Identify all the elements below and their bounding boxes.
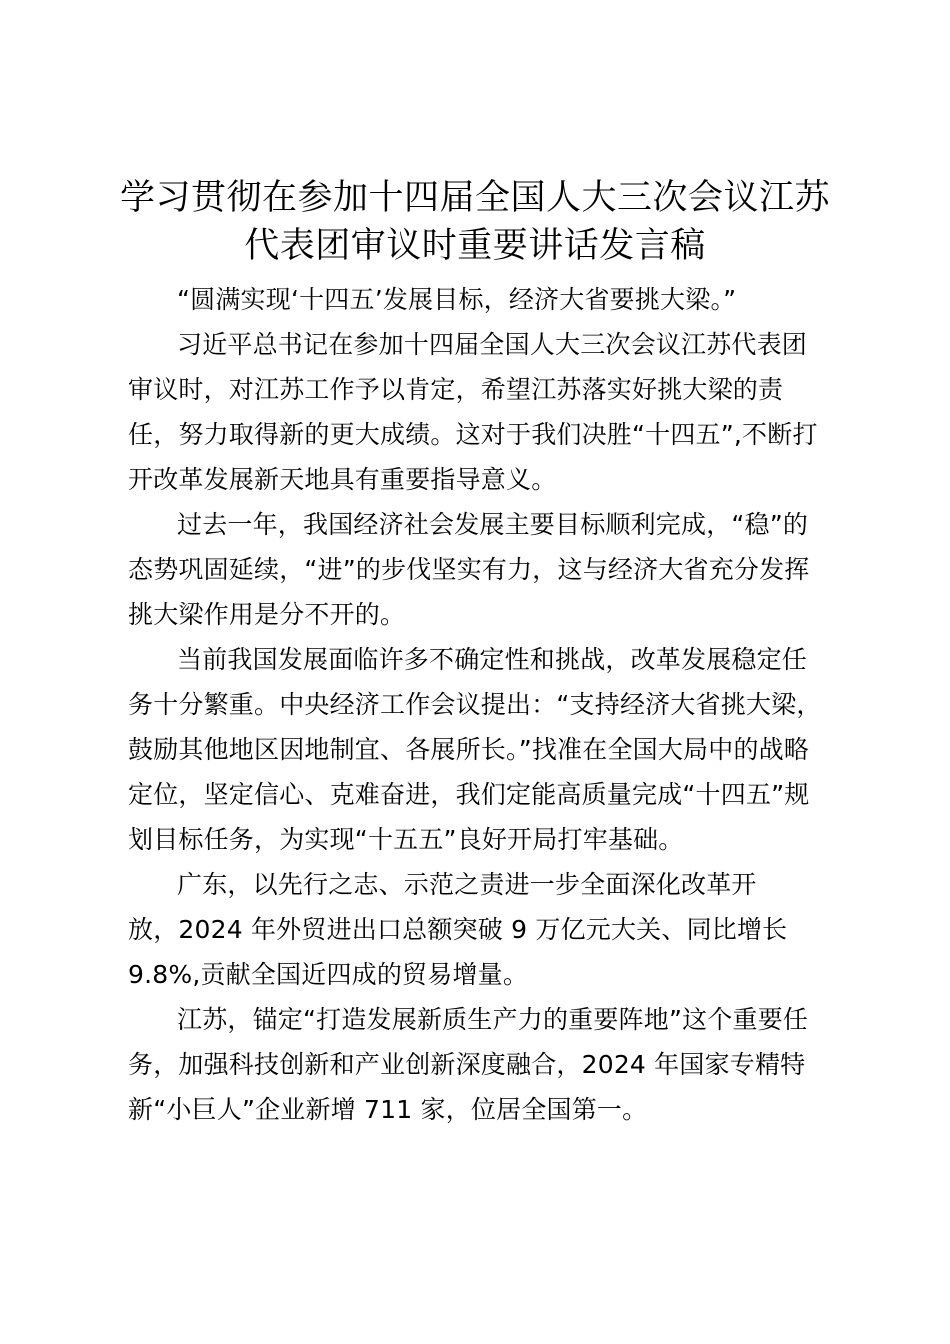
paragraph-line: 审议时，对江苏工作予以肯定，希望江苏落实好挑大梁的责: [128, 375, 784, 404]
paragraph: [128, 637, 834, 862]
paragraph-line: 定位，坚定信心、克难奋进，我们定能高质量完成“十四五”规: [128, 780, 810, 809]
paragraph-line: 挑大梁作用是分不开的。: [128, 600, 406, 629]
paragraph-line: 过去一年，我国经济社会发展主要目标顺利完成，“稳”的: [177, 510, 809, 539]
document-title-line-2: 代表团审议时重要讲话发言稿: [244, 226, 706, 266]
document-title-line-1: 学习贯彻在参加十四届全国人大三次会议江苏: [119, 178, 830, 218]
paragraph-line: 9.8%,贡献全国近四成的贸易增量。: [128, 960, 529, 989]
paragraph-line: 当前我国发展面临许多不确定性和挑战，改革发展稳定任: [177, 645, 808, 674]
paragraph: [128, 862, 834, 997]
paragraph: [128, 502, 834, 637]
paragraph-line: 广东，以先行之志、示范之责进一步全面深化改革开: [177, 870, 757, 899]
paragraph-line: “圆满实现‘十四五’发展目标，经济大省要挑大梁。”: [177, 285, 737, 314]
paragraph-line: 新“小巨人”企业新增 711 家，位居全国第一。: [128, 1095, 648, 1124]
paragraph-line: 任，努力取得新的更大成绩。这对于我们决胜“十四五”,不断打: [128, 420, 818, 449]
paragraph-line: 习近平总书记在参加十四届全国人大三次会议江苏代表团: [177, 330, 808, 359]
paragraph-line: 开改革发展新天地具有重要指导意义。: [128, 465, 557, 494]
paragraph-line: 划目标任务，为实现“十五五”良好开局打牢基础。: [128, 825, 684, 854]
paragraph-line: 务十分繁重。中央经济工作会议提出：“支持经济大省挑大梁，: [128, 690, 822, 719]
document-body: [128, 277, 834, 1132]
paragraph-line: 务，加强科技创新和产业创新深度融合，2024 年国家专精特: [128, 1050, 806, 1079]
paragraph-line: 江苏，锚定“打造发展新质生产力的重要阵地”这个重要任: [177, 1005, 809, 1034]
paragraph-line: 态势巩固延续，“进”的步伐坚实有力，这与经济大省充分发挥: [128, 555, 810, 584]
paragraph: [128, 277, 834, 322]
paragraph: [128, 322, 834, 502]
paragraph: [128, 997, 834, 1132]
paragraph-line: 鼓励其他地区因地制宜、各展所长。”找准在全国大局中的战略: [128, 735, 810, 764]
paragraph-line: 放，2024 年外贸进出口总额突破 9 万亿元大关、同比增长: [128, 915, 788, 944]
